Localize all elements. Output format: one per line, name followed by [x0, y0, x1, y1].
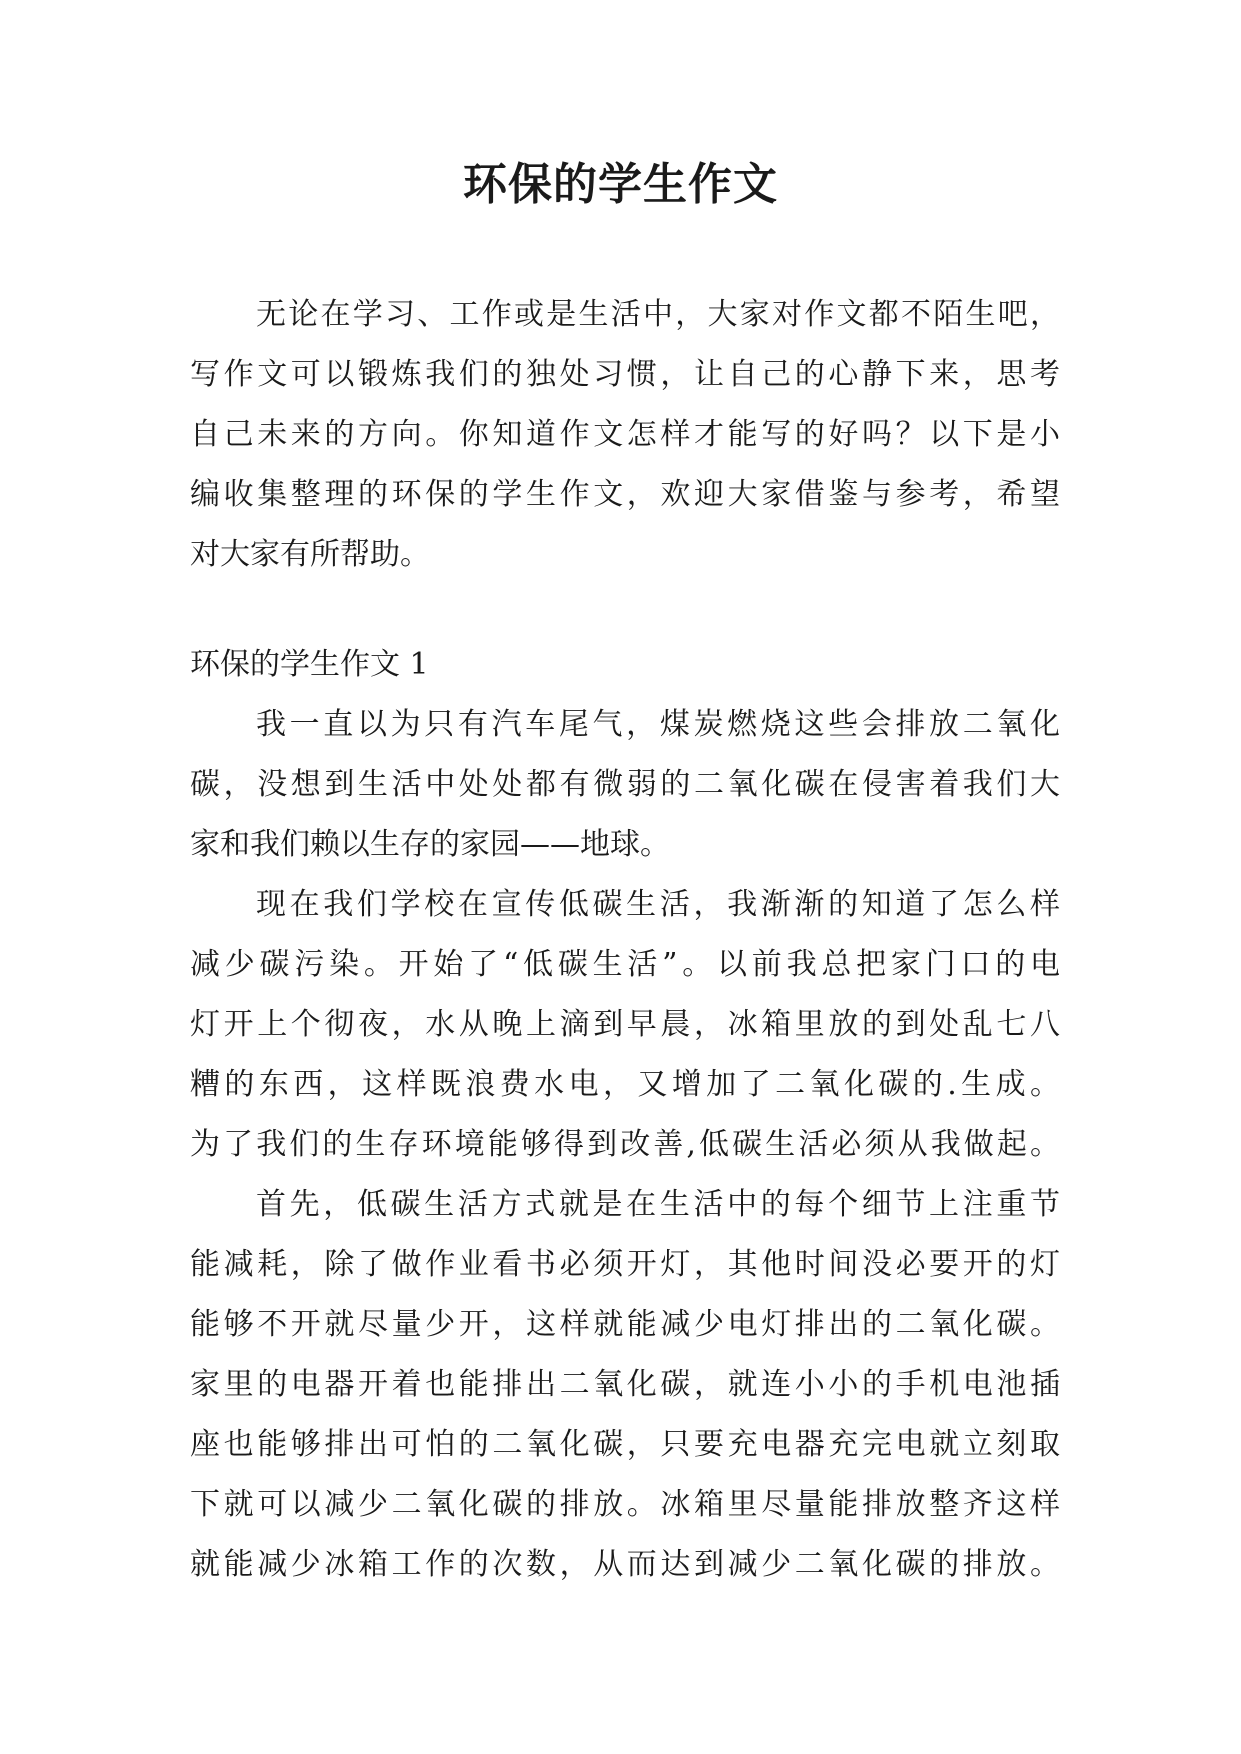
paragraph-line: 减少碳污染。开始了“低碳生活”。以前我总把家门口的电 — [190, 947, 1060, 982]
intro-line: 对大家有所帮助。 — [190, 537, 430, 572]
intro-line: 编收集整理的环保的学生作文，欢迎大家借鉴与参考，希望 — [190, 477, 1060, 512]
intro-line: 无论在学习、工作或是生活中，大家对作文都不陌生吧， — [256, 297, 1060, 332]
paragraph-line: 糟的东西，这样既浪费水电，又增加了二氧化碳的.生成。 — [190, 1067, 1060, 1102]
paragraph-line: 就能减少冰箱工作的次数，从而达到减少二氧化碳的排放。 — [190, 1547, 1060, 1582]
paragraph-line: 下就可以减少二氧化碳的排放。冰箱里尽量能排放整齐这样 — [190, 1487, 1060, 1522]
paragraph-line: 为了我们的生存环境能够得到改善,低碳生活必须从我做起。 — [190, 1127, 1060, 1162]
paragraph-line: 碳，没想到生活中处处都有微弱的二氧化碳在侵害着我们大 — [190, 767, 1060, 802]
intro-line: 写作文可以锻炼我们的独处习惯，让自己的心静下来，思考 — [190, 357, 1060, 392]
paragraph-line: 我一直以为只有汽车尾气，煤炭燃烧这些会排放二氧化 — [256, 707, 1060, 742]
intro-line: 自己未来的方向。你知道作文怎样才能写的好吗？以下是小 — [190, 417, 1060, 452]
paragraph-line: 家和我们赖以生存的家园——地球。 — [190, 827, 670, 862]
paragraph-line: 现在我们学校在宣传低碳生活，我渐渐的知道了怎么样 — [256, 887, 1060, 922]
paragraph-line: 灯开上个彻夜，水从晚上滴到早晨，冰箱里放的到处乱七八 — [190, 1007, 1060, 1042]
paragraph-line: 家里的电器开着也能排出二氧化碳，就连小小的手机电池插 — [190, 1367, 1060, 1402]
paragraph-line: 能够不开就尽量少开，这样就能减少电灯排出的二氧化碳。 — [190, 1307, 1060, 1342]
paragraph-line: 首先，低碳生活方式就是在生活中的每个细节上注重节 — [256, 1187, 1060, 1222]
paragraph-line: 座也能够排出可怕的二氧化碳，只要充电器充完电就立刻取 — [190, 1427, 1060, 1462]
essay-heading: 环保的学生作文 1 — [190, 647, 429, 682]
paragraph-line: 能减耗，除了做作业看书必须开灯，其他时间没必要开的灯 — [190, 1247, 1060, 1282]
document-title: 环保的学生作文 — [463, 159, 778, 210]
